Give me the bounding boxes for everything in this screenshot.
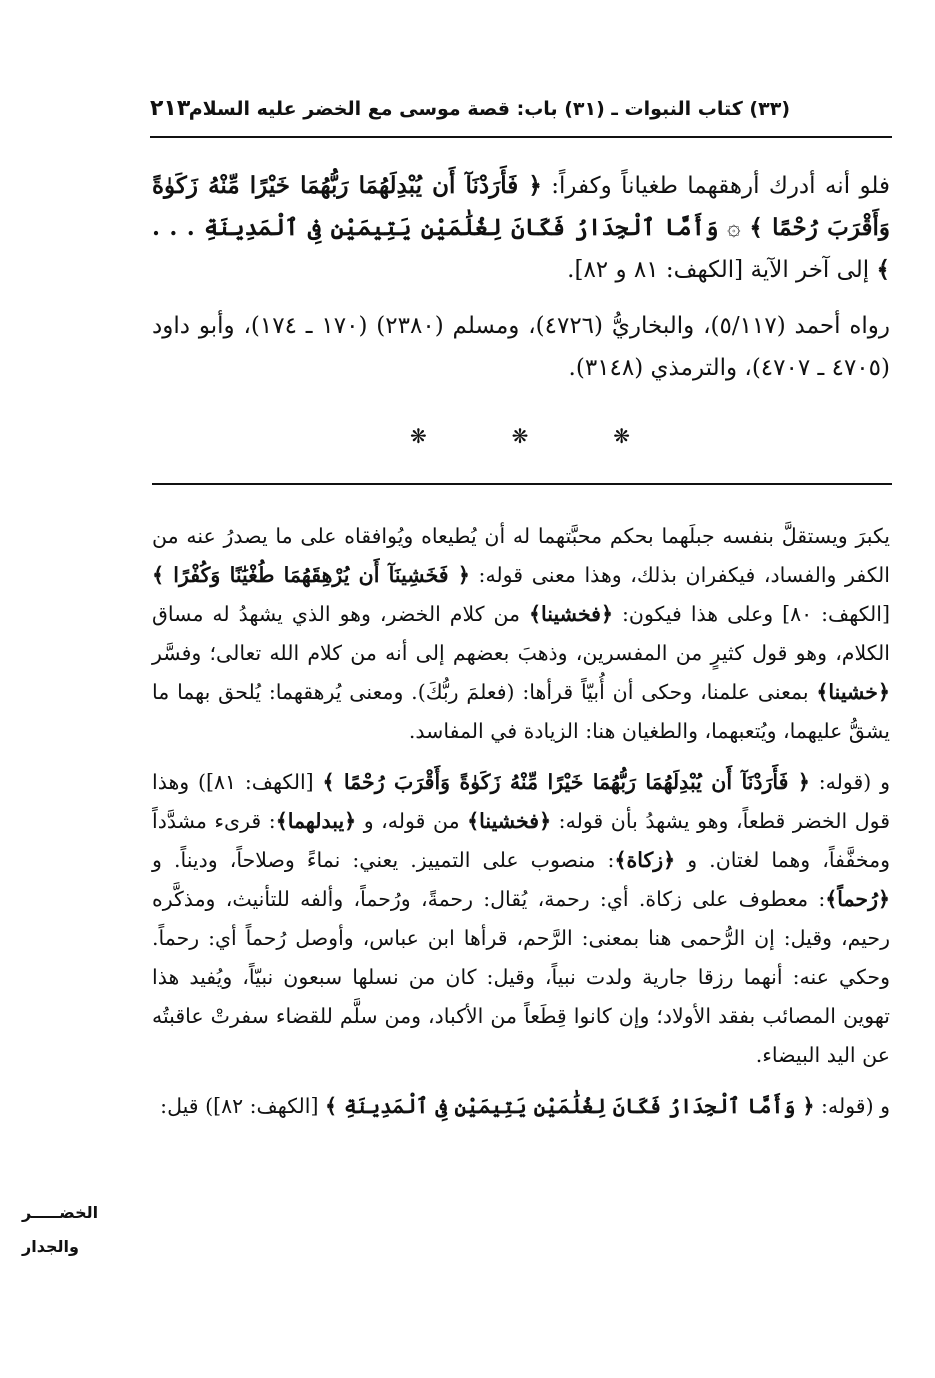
quran-quote: ﴿يبدلهما﴾ — [275, 809, 357, 833]
commentary-text-run: [الكهف: ٨١]) وهذا قول الخضر قطعاً، وهو يشهدُ بأن قوله: — [152, 770, 891, 833]
commentary-text-run: : قرىء مشدَّداً ومخفَّفاً، وهما لغتان. و — [152, 809, 890, 872]
margin-note-line-2: والجدار — [22, 1237, 79, 1256]
hadith-text — [152, 165, 890, 389]
hadith-text-c: إلى آخر الآية [الكهف: ٨١ و ٨٢]. — [567, 257, 877, 283]
margin-note-line-1: الخضـــــر — [22, 1203, 99, 1222]
quran-quote: ﴿ فَأَرَدْنَآ أَن يُبْدِلَهُمَا رَبُّهُمَا خَيْرًا مِّنْهُ زَكَوٰةً وَأَقْرَبَ رُحْمًا ﴾ — [322, 770, 810, 794]
commentary-text-run: [الكهف: ٨٢]) قيل: — [160, 1094, 325, 1118]
star-icon: ❋ — [511, 424, 529, 448]
hadith-takhrij: رواه أحمد (٥/١١٧)، والبخاريُّ (٤٧٢٦)، ومسلم (٢٣٨٠) (١٧٠ ـ ١٧٤)، وأبو داود (٤٧٠٥ ـ ٤٧٠٧)، والترمذي (٣١٤٨). — [152, 313, 891, 381]
quran-quote: ﴿خشينا﴾ — [816, 680, 890, 704]
commentary-text-run: بمعنى علمنا، وحكى أن أُبيّاً قرأها: (فعلمَ ربُّكَ). ومعنى يُرهقهما: يُلحق بهما ما يشقُّ عليهما، ويُتعبهما، والطغيان هنا: الزيادة في المفاسد. — [152, 680, 890, 743]
quran-quote: ﴿ وَأَمَّا ٱلْجِدَارُ فَكَانَ لِغُلَٰمَيْنِ يَتِيمَيْنِ فِى ٱلْمَدِينَةِ ﴾ — [325, 1094, 815, 1118]
margin-note — [22, 1196, 132, 1264]
commentary-text — [152, 517, 890, 1126]
star-icon: ❋ — [410, 424, 427, 448]
running-header — [150, 96, 890, 130]
quran-quote: ﴿رُحماً﴾ — [825, 887, 890, 911]
quran-verse-1: ﴿ فَأَرَدْنَآ أَن يُبْدِلَهُمَا رَبُّهُمَا خَيْرًا مِّنْهُ زَكَوٰةً وَأَقْرَبَ رُحْمًا ﴾ — [152, 172, 890, 241]
star-icon: ❋ — [613, 424, 630, 448]
commentary-paragraph-1 — [152, 517, 890, 751]
commentary-paragraph-2 — [152, 763, 890, 1075]
commentary-text-run: يكبرَ ويستقلَّ بنفسه جبلَهما بحكم محبَّتهما له أن يُطيعاه ويُوافقاه على ما يصدرُ عنه من الكفر والفساد، فيكفران بذلك، وهذا معنى قوله: — [152, 524, 890, 587]
commentary-text-run: من كلام الخضر، وهو الذي يشهدُ له مساق الكلام، وهو قول كثيرٍ من المفسرين، وذهبَ بعضهم إلى أنه من كلام الله تعالى؛ وفسَّر — [152, 602, 890, 665]
section-separator — [410, 424, 630, 452]
quran-verse-2: وَأَمَّا ٱلْجِدَارُ فَكَانَ لِغُلَٰمَيْنِ يَتِيمَيْنِ فِى ٱلْمَدِينَةِ . . . ﴾ — [152, 214, 890, 283]
header-title: (٣٣) كتاب النبوات ـ (٣١) باب: قصة موسى مع الخضر عليه السلام — [188, 98, 790, 120]
commentary-text-run: : منصوب على التمييز. يعني: نماءً وصلاحاً، وديناً. و — [152, 848, 615, 872]
commentary-text-run: و (قوله: — [814, 1094, 890, 1118]
hadith-paragraph-1 — [152, 165, 890, 291]
verse-separator-icon: ۞ — [718, 215, 741, 241]
quran-quote: ﴿فخشينا﴾ — [529, 602, 613, 626]
footnote-divider — [152, 483, 892, 485]
commentary-paragraph-3 — [152, 1087, 890, 1126]
quran-quote: ﴿ فَخَشِينَآ أَن يُرْهِقَهُمَا طُغْيَٰنًا وَكُفْرًا ﴾ — [152, 563, 470, 587]
commentary-text-run: : معطوف على زكاة. أي: رحمة، يُقال: رحمةً، ورُحماً، وألفه للتأنيث، ومذكَّره رحيم، وقيل: إن الرُّحمى هنا بمعنى: الرَّحم، قرأها ابن عباس، وأوصل رُحماً أي: رحماً. وحكي عنه: أنهما رزقا جارية ولدت نبياً، وقيل: كان من نسلها سبعون نبيّاً، ويُفيد هذا تهوين المصائب بفقد الأولاد؛ وإن كانوا قِطَعاً من الأكباد، ومن سلَّم للقضاء سفرتْ عاقبتُه عن اليد البيضاء. — [152, 887, 890, 1067]
quran-quote: ﴿فخشينا﴾ — [467, 809, 552, 833]
quran-quote: ﴿زكاة﴾ — [614, 848, 676, 872]
commentary-text-run: [الكهف: ٨٠] وعلى هذا فيكون: — [613, 602, 890, 626]
commentary-text-run: و (قوله: — [809, 770, 890, 794]
commentary-text-run: من قوله، و — [356, 809, 468, 833]
hadith-text-a: فلو أنه أدرك أرهقهما طغياناً وكفراً: — [541, 173, 890, 199]
header-rule — [150, 136, 892, 138]
page-number: ٢١٣ — [150, 96, 191, 121]
